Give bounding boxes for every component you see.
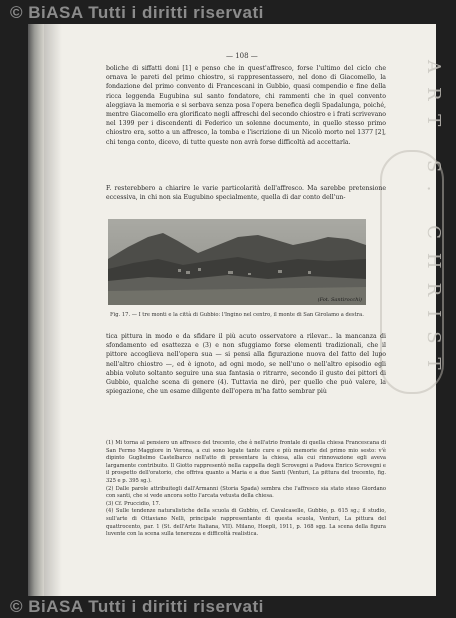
paragraph-1 [106, 64, 386, 147]
photo-credit: (Fot. Santirocchi) [317, 297, 362, 303]
watermark-bottom: © BiASA Tutti i diritti riservati [10, 597, 264, 616]
page-number: — 108 — [226, 52, 258, 60]
footnote-2: (2) Dalle parole attribuitegli dall'Armanni (Storia Spada) sembra che l'affresco sia stato steso Giordano con santi, che si vede ancora sotto l'arcata vetusta della chiesa. [106, 485, 386, 500]
footnote-1: (1) Mi torna al pensiero un affresco del trecento, che è nell'atrio frontale di quella chiesa Francescana di San Fermo Maggiore in Verona, a cui sono legate tante cure e più memorie del primo mio sesto: v'è dipinto Guglielmo Castelbarco nell'atto di presentare la chiesa, alla cui rinnovazione egli aveva largamente contribuito. Il Giotto rappresentò nella cappella degli Scrovegni a Padova Enrico Scrovegni e il prospetto dell'oratorio, che offriva quanto a Maria e a due Santi (Venturi, La pittura del trecento, fig. 325 e p. 395 sg.). [106, 440, 386, 484]
gutter-shadow [44, 24, 62, 596]
figure-caption: Fig. 17. — I tre monti e la città di Gubbio: l'Ingino nel centro, il monte di San Girolamo a destra. [110, 312, 364, 318]
paragraph-text: boliche di siffatti doni [1] e penso che in quest'affresco, forse l'ultimo del ciclo che ornava le pareti del primo chiostro, si rappresentassero, nel dono di Giacomello, la fondazione del primo convento di Francescani in Gubbio, quasi compendio e fine della ricca leggenda Eugubina sul santo fondatore, chi rammenti che in quel convento aleggiava la memoria e si serbava senza posa l'opera benefica degli Spadalunga, poiché, mentre Giacomello era glorificato negli affreschi del secondo chiostro e i frati scrivevano nel 1399 per i discendenti di Federico un solenne documento, in quello stesso primo chiostro era, sotto a un affresco, la tomba e l'iscrizione di un Nicolò morto nel 1377 [2], chi tenga conto, dicevo, di tutte queste non avrà forse difficoltà ad accettarla. [106, 65, 386, 146]
figure-photo [108, 219, 366, 305]
mountain-landscape-image [108, 219, 366, 305]
paragraph-text: F. resterebbero a chiarire le varie particolarità dell'affresco. Ma sarebbe pretensione eccessiva, in chi non sia Eugubino specialmente, quella di dar conto dell'un- [106, 185, 386, 202]
page-edge [28, 24, 44, 596]
paragraph-3 [106, 332, 386, 396]
side-stamp-text: ART S. CHRIST [423, 60, 444, 384]
paragraph-2 [106, 184, 386, 202]
footnote-4: (4) Sulle tendenze naturalistiche della scuola di Gubbio, cf. Cavalcaselle, Gubbio, p. 615 sg.; il studio, sull'arte di Ottaviano Nelli, principale rappresentante di questa scuola, Venturi, La pittura del quattrocento, par. 1 (St. dell'Arte Italiana, VII). Milano, Hoepli, 1911, p. 168 sgg. La scena della figura luvente con la scena sulla tenerezza e difficoltà realistica. [106, 508, 386, 538]
footnote-3: (3) Cf. Pruccidio, 17. [106, 500, 161, 507]
watermark-top: © BiASA Tutti i diritti riservati [10, 3, 264, 22]
footnotes [106, 440, 386, 539]
paragraph-text: tica pittura in modo e da sfidare il più acuto osservatore a rilevar... la mancanza di sfondamento ed esattezza e (3) e non sfuggiamo forse elementi tradizionali, che il pittore accoglieva nell'opera sua — si pensi alla figurazione nuova del fatto del lupo nell'altro chiostro —, ed è ignoto, ad ogni modo, se nell'uno o nell'altro episodio egli abbia voluto soltanto seguire una sua fantasia o ritrarre, secondo il gusto dei pittori di Gubbio, qualche scena di genere (4). Tuttavia ne dirò, per quello che può valere, la spiegazione, che un esame diligente dell'opera m'ha fatto sembrar più [106, 333, 386, 396]
